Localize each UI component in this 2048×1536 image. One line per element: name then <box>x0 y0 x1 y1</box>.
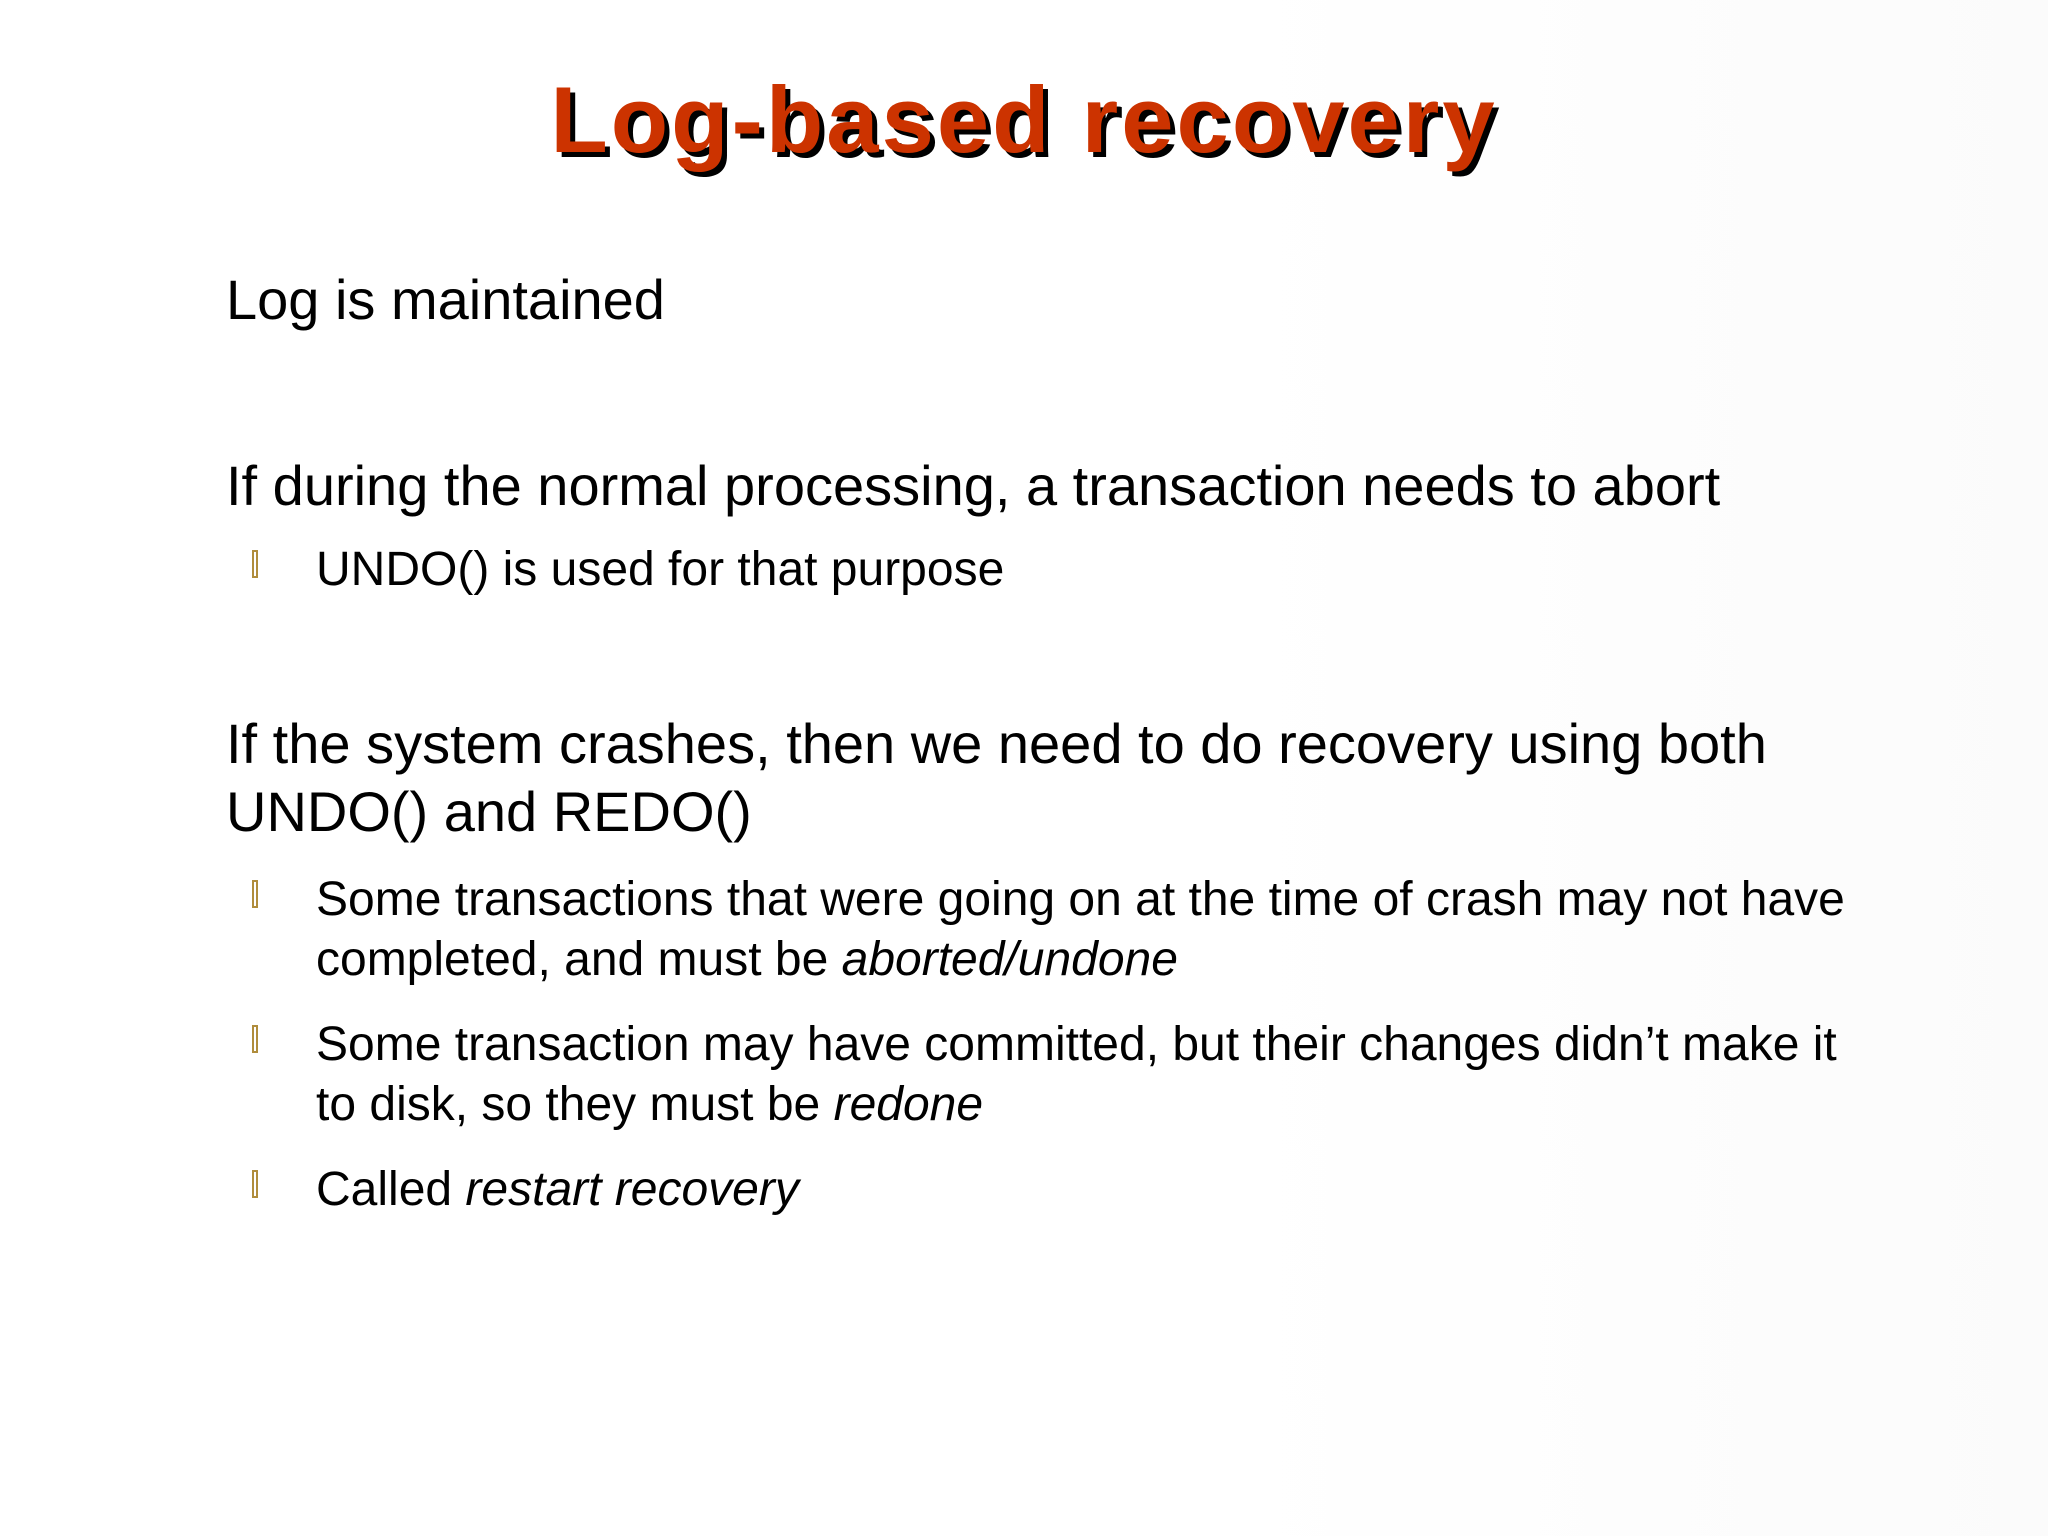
bullet-redone <box>316 1015 1876 1135</box>
square-bullet-icon <box>252 1170 258 1198</box>
bullet-emphasis: redone <box>833 1078 984 1131</box>
bullet-emphasis: restart recovery <box>465 1163 799 1216</box>
bullet-text: Some transactions that were going on at the time of crash may not have completed, and must be <box>316 873 1845 986</box>
bullet-undo-purpose: UNDO() is used for that purpose <box>316 543 1005 596</box>
slide-title: Log-based recovery <box>550 67 1498 172</box>
bullet-text: Some transaction may have committed, but their changes didn’t make it to disk, so they must be <box>316 1018 1837 1131</box>
bullet-emphasis: aborted/undone <box>841 933 1178 986</box>
square-bullet-icon <box>252 550 258 578</box>
paragraph-log-maintained: Log is maintained <box>226 268 665 331</box>
paragraph-abort: If during the normal processing, a transaction needs to abort <box>226 454 1721 517</box>
bullet-aborted-undone <box>316 870 1876 990</box>
bullet-text: Called <box>316 1163 466 1216</box>
paragraph-system-crash: If the system crashes, then we need to do recovery using both UNDO() and REDO() <box>226 712 1767 843</box>
square-bullet-icon <box>252 880 258 908</box>
square-bullet-icon <box>252 1025 258 1053</box>
bullet-restart-recovery <box>316 1160 1876 1220</box>
